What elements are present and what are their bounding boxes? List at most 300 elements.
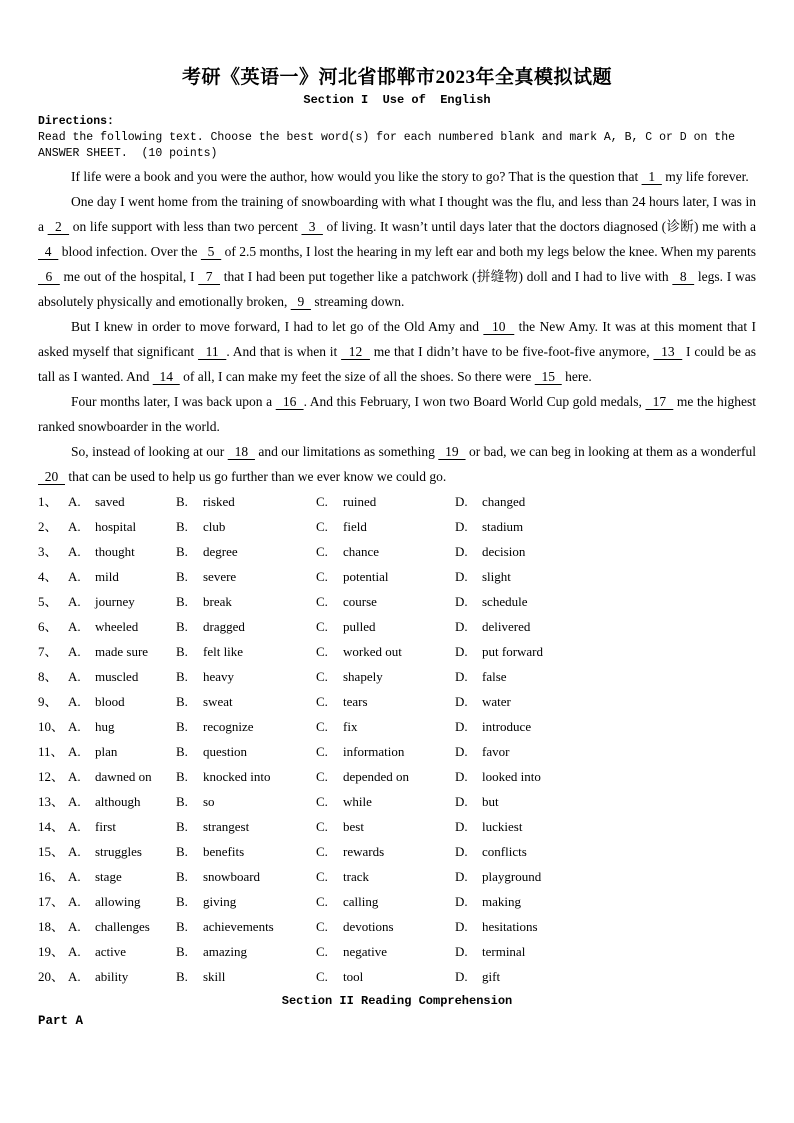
option-text: changed [482,494,526,509]
option-letter: A. [68,844,81,859]
question-option-c [316,919,455,935]
question-number: 11、 [38,744,64,759]
option-text: ruined [343,494,377,509]
option-text: chance [343,544,380,559]
option-letter: D. [455,769,468,784]
option-text: slight [482,569,511,584]
option-letter: C. [316,569,328,584]
option-text: break [203,594,232,609]
option-letter: B. [176,794,188,809]
passage-paragraph: Four months later, I was back upon a 16 . And this February, I won two Board World Cup gold medals, 17 me the highest ranked snowboarder in the world. [38,394,757,434]
question-option-b [176,544,316,560]
question-row [38,841,756,866]
option-text: terminal [482,944,526,959]
question-option-b [176,869,316,885]
option-text: put forward [482,644,544,659]
question-row [38,691,756,716]
option-letter: B. [176,719,188,734]
option-text: best [343,819,364,834]
option-text: sweat [203,694,233,709]
passage-paragraph: One day I went home from the training of snowboarding with what I thought was the flu, and less than 24 hours later, I was in a 2 on life support with less than two percent 3 of living. It wasn’t until days later that the doctors diagnosed (诊断) me with a 4 blood infection. Over the 5 of 2.5 months, I lost the hearing in my left ear and both my legs below the knee. When my parents 6 me out of the hospital, I 7 that I had been put together like a patchwork (拼缝物) doll and I had to live with 8 legs. I was absolutely physically and emotionally broken, 9 streaming down. [38,194,757,309]
option-letter: A. [68,969,81,984]
question-option-d [455,769,756,785]
option-text: challenges [95,919,150,934]
option-text: fix [343,719,358,734]
option-letter: B. [176,669,188,684]
question-option-d [455,944,756,960]
option-letter: A. [68,794,81,809]
question-row [38,491,756,516]
cloze-blank-16: 16 [275,394,304,409]
option-text: first [95,819,116,834]
cloze-blank-13: 13 [653,344,683,359]
question-number: 20、 [38,969,65,984]
cloze-blank-6: 6 [38,269,60,284]
question-option-c [316,719,455,735]
option-letter: B. [176,694,188,709]
option-text: wheeled [95,619,139,634]
question-row [38,791,756,816]
option-text: favor [482,744,510,759]
question-option-d [455,669,756,685]
option-letter: A. [68,744,81,759]
question-row [38,666,756,691]
question-number: 6、 [38,619,58,634]
directions-text: Read the following text. Choose the best word(s) for each numbered blank and mark A, B, C or D on the ANSWER SHEET. (10 points) [38,131,742,160]
question-option-b [176,519,316,535]
question-row [38,966,756,991]
cloze-blank-14: 14 [152,369,180,384]
option-letter: B. [176,594,188,609]
option-letter: A. [68,644,81,659]
option-text: hug [95,719,115,734]
question-number: 13、 [38,794,65,809]
question-option-b [176,719,316,735]
option-letter: A. [68,569,81,584]
cloze-blank-7: 7 [198,269,221,284]
option-letter: D. [455,819,468,834]
question-option-d [455,494,756,510]
question-row [38,641,756,666]
option-letter: C. [316,769,328,784]
part-a-label: Part A [38,1014,84,1028]
question-row [38,616,756,641]
question-list [38,491,756,991]
question-option-c [316,569,455,585]
question-option-b [176,694,316,710]
option-letter: D. [455,644,468,659]
question-option-a [68,619,176,635]
passage-paragraph: So, instead of looking at our 18 and our limitations as something 19 or bad, we can beg in looking at them as a wonderful 20 that can be used to help us go further than we ever know we could go. [38,444,757,484]
option-text: depended on [343,769,410,784]
directions-label: Directions: [38,115,114,128]
cloze-blank-1: 1 [641,169,662,184]
option-letter: A. [68,719,81,734]
option-letter: D. [455,594,468,609]
option-text: skill [203,969,226,984]
option-text: luckiest [482,819,523,834]
question-option-c [316,594,455,610]
option-letter: A. [68,494,81,509]
cloze-blank-19: 19 [438,444,466,459]
question-row [38,866,756,891]
option-letter: B. [176,519,188,534]
question-option-c [316,819,455,835]
option-text: worked out [343,644,402,659]
option-text: stage [95,869,122,884]
option-text: struggles [95,844,142,859]
cloze-blank-12: 12 [341,344,370,359]
option-text: water [482,694,511,709]
question-option-b [176,944,316,960]
option-text: giving [203,894,237,909]
question-row [38,916,756,941]
option-letter: D. [455,694,468,709]
question-option-b [176,969,316,985]
option-letter: D. [455,669,468,684]
option-letter: A. [68,819,81,834]
option-letter: C. [316,594,328,609]
question-option-b [176,894,316,910]
question-option-a [68,569,176,585]
option-letter: A. [68,519,81,534]
cloze-blank-2: 2 [47,219,70,234]
option-letter: D. [455,944,468,959]
option-letter: A. [68,594,81,609]
option-letter: A. [68,669,81,684]
question-option-a [68,644,176,660]
option-letter: C. [316,519,328,534]
question-option-b [176,794,316,810]
question-option-a [68,519,176,535]
question-option-b [176,619,316,635]
option-letter: A. [68,769,81,784]
option-text: active [95,944,127,959]
question-number: 1、 [38,494,58,509]
option-text: thought [95,544,135,559]
option-letter: C. [316,669,328,684]
option-text: risked [203,494,235,509]
question-option-d [455,794,756,810]
question-number: 8、 [38,669,58,684]
option-letter: A. [68,694,81,709]
question-option-c [316,894,455,910]
option-text: calling [343,894,379,909]
question-number: 12、 [38,769,65,784]
option-letter: D. [455,869,468,884]
option-letter: C. [316,919,328,934]
option-letter: D. [455,794,468,809]
option-letter: D. [455,494,468,509]
question-option-d [455,719,756,735]
option-text: hesitations [482,919,538,934]
question-row [38,941,756,966]
question-option-c [316,544,455,560]
question-row [38,566,756,591]
option-text: blood [95,694,125,709]
cloze-blank-18: 18 [227,444,255,459]
option-text: negative [343,944,388,959]
question-option-a [68,944,176,960]
option-letter: C. [316,644,328,659]
question-option-c [316,669,455,685]
option-text: dawned on [95,769,152,784]
option-letter: A. [68,944,81,959]
question-row [38,741,756,766]
question-option-d [455,844,756,860]
question-number: 16、 [38,869,65,884]
option-letter: B. [176,869,188,884]
question-row [38,816,756,841]
passage-paragraph: But I knew in order to move forward, I had to let go of the Old Amy and 10 the New Amy. It was at this moment that I asked myself that significant 11 . And that is when it 12 me that I didn’t have to be five-foot-five anymore, 13 I could be as tall as I wanted. And 14 of all, I can make my feet the size of all the shoes. So there were 15 here. [38,319,757,384]
question-option-c [316,744,455,760]
option-text: degree [203,544,238,559]
option-letter: C. [316,719,328,734]
question-row [38,541,756,566]
question-option-d [455,969,756,985]
question-number: 5、 [38,594,58,609]
option-text: amazing [203,944,248,959]
question-option-d [455,544,756,560]
option-text: decision [482,544,526,559]
question-option-b [176,594,316,610]
question-row [38,516,756,541]
cloze-blank-11: 11 [198,344,227,359]
option-text: stadium [482,519,524,534]
cloze-blank-4: 4 [38,244,59,259]
option-text: but [482,794,499,809]
cloze-blank-5: 5 [200,244,222,259]
option-letter: B. [176,944,188,959]
cloze-blank-3: 3 [301,219,323,234]
question-option-a [68,969,176,985]
question-option-a [68,494,176,510]
question-option-d [455,644,756,660]
option-letter: B. [176,744,188,759]
cloze-blank-10: 10 [483,319,515,334]
question-option-a [68,669,176,685]
question-option-d [455,519,756,535]
option-letter: B. [176,569,188,584]
cloze-blank-20: 20 [38,469,65,484]
option-text: ability [95,969,129,984]
option-letter: C. [316,619,328,634]
question-option-a [68,894,176,910]
question-option-a [68,744,176,760]
option-text: tears [343,694,368,709]
question-option-a [68,819,176,835]
question-number: 7、 [38,644,58,659]
option-text: strangest [203,819,250,834]
question-number: 3、 [38,544,58,559]
question-option-b [176,769,316,785]
option-letter: C. [316,819,328,834]
option-letter: C. [316,494,328,509]
question-option-d [455,694,756,710]
option-text: field [343,519,367,534]
option-text: although [95,794,141,809]
option-text: delivered [482,619,531,634]
question-option-d [455,594,756,610]
question-option-b [176,494,316,510]
question-option-b [176,819,316,835]
option-text: devotions [343,919,394,934]
question-row [38,891,756,916]
question-number: 19、 [38,944,65,959]
option-letter: B. [176,919,188,934]
option-letter: C. [316,944,328,959]
option-text: course [343,594,377,609]
question-number: 2、 [38,519,58,534]
question-option-d [455,894,756,910]
option-text: while [343,794,372,809]
option-text: saved [95,494,125,509]
option-letter: A. [68,619,81,634]
question-option-a [68,844,176,860]
option-text: mild [95,569,119,584]
option-text: club [203,519,226,534]
question-option-c [316,769,455,785]
question-option-b [176,569,316,585]
option-text: hospital [95,519,137,534]
question-option-a [68,694,176,710]
option-text: information [343,744,405,759]
question-option-d [455,869,756,885]
option-letter: A. [68,919,81,934]
option-text: recognize [203,719,254,734]
question-option-d [455,819,756,835]
question-row [38,591,756,616]
option-text: so [203,794,215,809]
question-number: 15、 [38,844,65,859]
option-letter: B. [176,644,188,659]
question-option-a [68,594,176,610]
question-option-c [316,794,455,810]
option-letter: A. [68,894,81,909]
section1-heading: Section I Use of English [303,93,491,107]
question-option-b [176,844,316,860]
option-letter: D. [455,519,468,534]
option-text: snowboard [203,869,261,884]
option-letter: B. [176,494,188,509]
option-text: plan [95,744,118,759]
question-option-c [316,494,455,510]
question-option-d [455,919,756,935]
question-row [38,716,756,741]
option-letter: D. [455,744,468,759]
question-option-a [68,869,176,885]
question-option-c [316,969,455,985]
option-text: journey [95,594,135,609]
question-number: 10、 [38,719,65,734]
question-option-c [316,844,455,860]
question-number: 18、 [38,919,65,934]
question-option-c [316,869,455,885]
question-option-a [68,719,176,735]
option-text: making [482,894,521,909]
option-text: question [203,744,248,759]
question-option-c [316,694,455,710]
question-number: 4、 [38,569,58,584]
option-letter: B. [176,819,188,834]
cloze-blank-8: 8 [672,269,695,284]
option-text: looked into [482,769,541,784]
option-text: made sure [95,644,149,659]
cloze-blank-17: 17 [645,394,674,409]
question-option-b [176,744,316,760]
option-text: felt like [203,644,244,659]
question-option-c [316,519,455,535]
cloze-blank-9: 9 [290,294,311,309]
option-letter: B. [176,769,188,784]
question-option-c [316,644,455,660]
option-text: pulled [343,619,376,634]
option-letter: A. [68,869,81,884]
option-letter: A. [68,544,81,559]
option-letter: B. [176,844,188,859]
option-letter: C. [316,894,328,909]
question-option-c [316,619,455,635]
question-option-b [176,669,316,685]
question-option-a [68,769,176,785]
question-option-b [176,919,316,935]
question-option-a [68,919,176,935]
option-letter: D. [455,844,468,859]
option-letter: D. [455,719,468,734]
option-text: gift [482,969,501,984]
question-number: 14、 [38,819,65,834]
option-letter: C. [316,544,328,559]
option-letter: C. [316,869,328,884]
option-letter: C. [316,744,328,759]
option-letter: C. [316,844,328,859]
question-option-d [455,744,756,760]
question-row [38,766,756,791]
question-option-d [455,619,756,635]
option-letter: C. [316,969,328,984]
passage-paragraph: If life were a book and you were the author, how would you like the story to go? That is the question that 1 my life forever. [71,169,749,184]
option-text: heavy [203,669,235,684]
question-option-b [176,644,316,660]
option-text: schedule [482,594,528,609]
option-text: potential [343,569,389,584]
option-text: tool [343,969,364,984]
option-text: severe [203,569,237,584]
question-number: 17、 [38,894,65,909]
option-letter: B. [176,619,188,634]
option-letter: D. [455,544,468,559]
section2-heading: Section II Reading Comprehension [281,994,513,1008]
option-text: conflicts [482,844,527,859]
option-letter: D. [455,894,468,909]
question-option-c [316,944,455,960]
option-text: muscled [95,669,139,684]
question-option-a [68,794,176,810]
option-text: shapely [343,669,383,684]
option-letter: B. [176,894,188,909]
option-text: dragged [203,619,245,634]
page-title: 考研《英语一》河北省邯郸市2023年全真模拟试题 [181,67,612,88]
question-option-d [455,569,756,585]
option-letter: D. [455,919,468,934]
option-text: achievements [203,919,274,934]
option-letter: B. [176,969,188,984]
cloze-passage [38,164,756,489]
option-text: playground [482,869,542,884]
option-letter: D. [455,569,468,584]
question-option-a [68,544,176,560]
option-letter: C. [316,794,328,809]
